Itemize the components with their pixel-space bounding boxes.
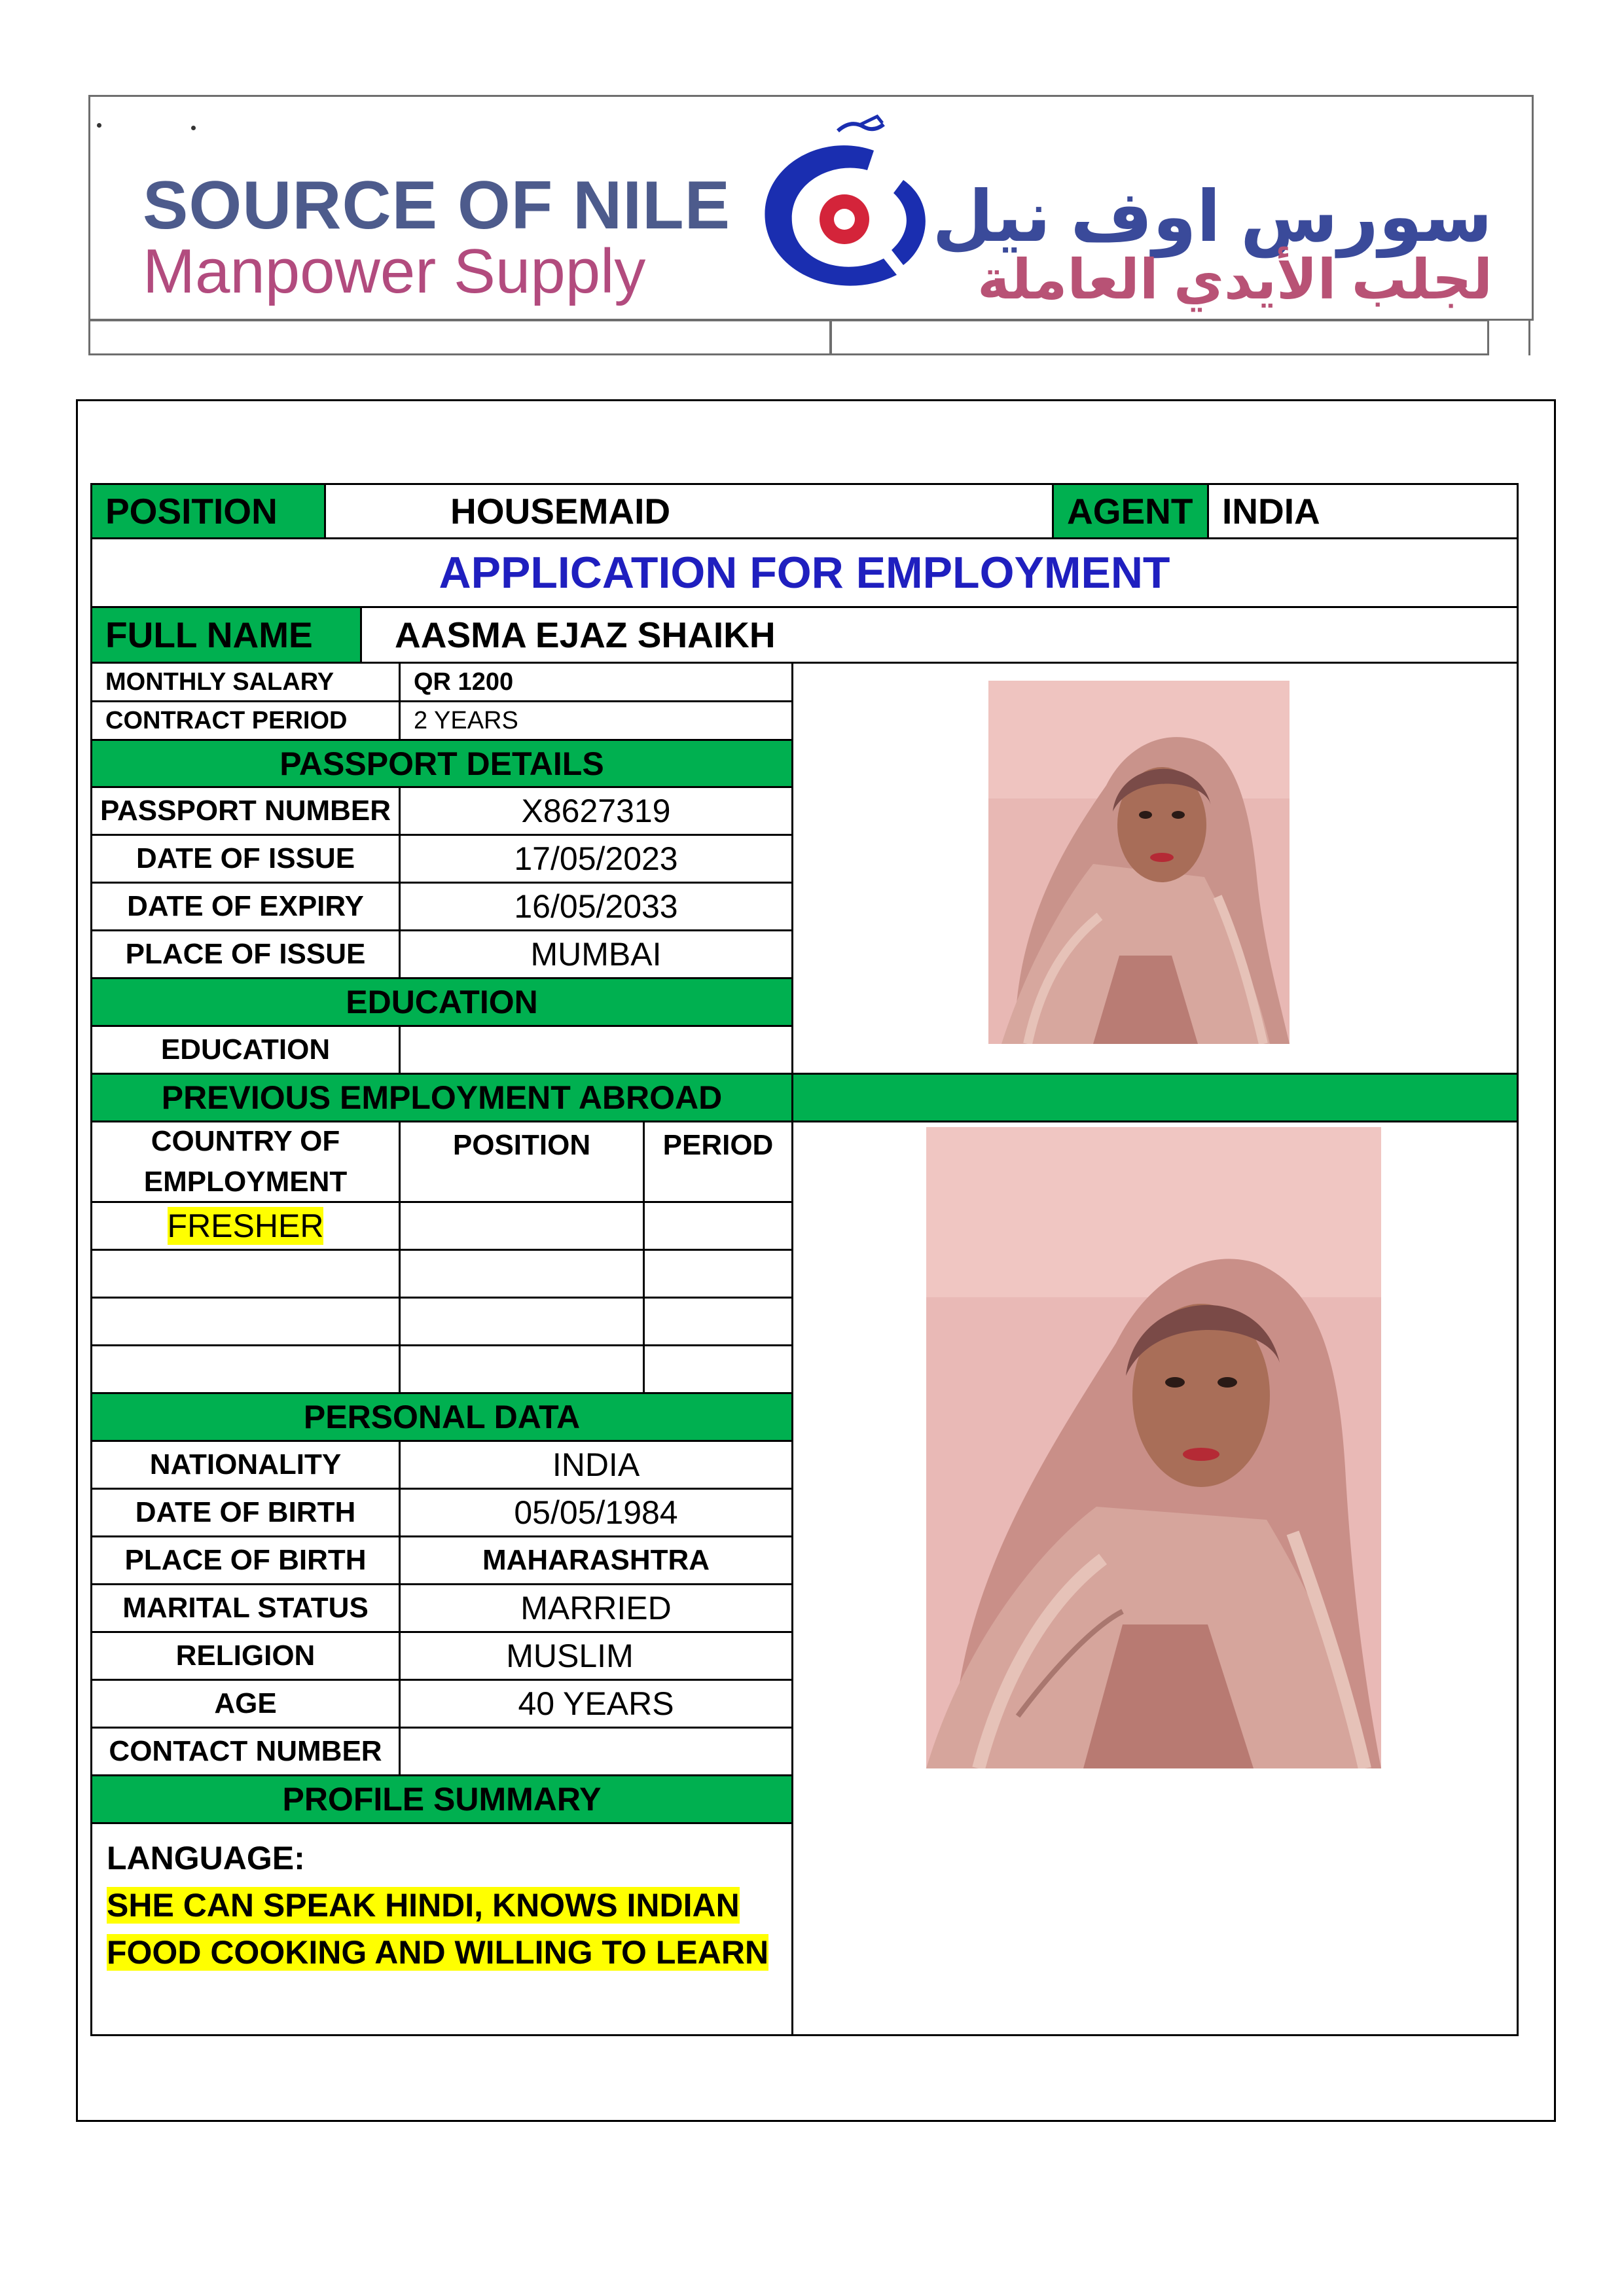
religion-label: RELIGION bbox=[90, 1631, 401, 1681]
employment-position-cell bbox=[399, 1344, 645, 1394]
place-of-birth-label: PLACE OF BIRTH bbox=[90, 1535, 401, 1585]
section-personal-data: PERSONAL DATA bbox=[90, 1392, 793, 1442]
employment-period-cell bbox=[643, 1297, 793, 1346]
company-name-ar: سورس اوف نيل bbox=[932, 177, 1492, 256]
agent-value: INDIA bbox=[1207, 483, 1519, 539]
letterhead-lower-right-box bbox=[830, 319, 1489, 355]
letterhead-lower-left-box bbox=[88, 319, 831, 355]
date-of-issue-label: DATE OF ISSUE bbox=[90, 834, 401, 884]
section-profile-summary: PROFILE SUMMARY bbox=[90, 1774, 793, 1824]
col-period: PERIOD bbox=[643, 1121, 793, 1203]
salary-value: QR 1200 bbox=[399, 662, 793, 702]
agent-label: AGENT bbox=[1052, 483, 1209, 539]
company-tagline-ar: لجلب الأيدي العاملة bbox=[977, 249, 1492, 310]
company-logo-icon bbox=[740, 105, 956, 308]
section-previous-employment: PREVIOUS EMPLOYMENT ABROAD bbox=[90, 1073, 793, 1122]
company-name-en: SOURCE OF NILE bbox=[143, 168, 731, 243]
applicant-photo-small bbox=[988, 681, 1290, 1044]
summary-line-1 bbox=[107, 1882, 740, 1929]
form-title: APPLICATION FOR EMPLOYMENT bbox=[90, 537, 1519, 608]
scan-speck bbox=[191, 126, 196, 130]
applicant-photo-large bbox=[926, 1127, 1381, 1768]
employment-period-cell bbox=[643, 1201, 793, 1251]
date-of-issue-value: 17/05/2023 bbox=[399, 834, 793, 884]
employment-position-cell bbox=[399, 1249, 645, 1299]
place-of-issue-value: MUMBAI bbox=[399, 929, 793, 979]
employment-country-cell bbox=[90, 1201, 401, 1251]
age-value: 40 YEARS bbox=[399, 1679, 793, 1729]
employment-country-cell bbox=[90, 1297, 401, 1346]
employment-period-cell bbox=[643, 1249, 793, 1299]
place-of-issue-label: PLACE OF ISSUE bbox=[90, 929, 401, 979]
section-education: EDUCATION bbox=[90, 977, 793, 1027]
position-label: POSITION bbox=[90, 483, 326, 539]
employment-country-cell bbox=[90, 1344, 401, 1394]
section-passport-details: PASSPORT DETAILS bbox=[90, 739, 793, 788]
nationality-value: INDIA bbox=[399, 1440, 793, 1490]
position-value: HOUSEMAID bbox=[324, 483, 1054, 539]
contract-period-value: 2 YEARS bbox=[399, 700, 793, 741]
summary-text-2: FOOD COOKING AND WILLING TO LEARN bbox=[107, 1934, 769, 1971]
contract-period-label: CONTRACT PERIOD bbox=[90, 700, 401, 741]
passport-number-label: PASSPORT NUMBER bbox=[90, 786, 401, 836]
letterhead-divider bbox=[1528, 319, 1530, 355]
employment-country-cell bbox=[90, 1249, 401, 1299]
marital-status-label: MARITAL STATUS bbox=[90, 1583, 401, 1633]
company-tagline-en: Manpower Supply bbox=[143, 236, 646, 306]
language-label: LANGUAGE: bbox=[107, 1840, 305, 1876]
profile-summary-box bbox=[90, 1822, 793, 2036]
employment-position-cell bbox=[399, 1201, 645, 1251]
education-value bbox=[399, 1025, 793, 1075]
salary-label: MONTHLY SALARY bbox=[90, 662, 401, 702]
employment-period-cell bbox=[643, 1344, 793, 1394]
scan-speck bbox=[97, 123, 101, 128]
full-name-value: AASMA EJAZ SHAIKH bbox=[360, 606, 1519, 664]
nationality-label: NATIONALITY bbox=[90, 1440, 401, 1490]
col-position: POSITION bbox=[399, 1121, 645, 1203]
place-of-birth-value: MAHARASHTRA bbox=[399, 1535, 793, 1585]
col-country-of-employment: COUNTRY OF EMPLOYMENT bbox=[90, 1121, 401, 1203]
education-label: EDUCATION bbox=[90, 1025, 401, 1075]
employment-country-value: FRESHER bbox=[167, 1208, 324, 1244]
employment-position-cell bbox=[399, 1297, 645, 1346]
marital-status-value: MARRIED bbox=[399, 1583, 793, 1633]
age-label: AGE bbox=[90, 1679, 401, 1729]
date-of-expiry-value: 16/05/2033 bbox=[399, 882, 793, 931]
date-of-birth-value: 05/05/1984 bbox=[399, 1488, 793, 1537]
contact-number-value bbox=[399, 1727, 793, 1776]
summary-text-1: SHE CAN SPEAK HINDI, KNOWS INDIAN bbox=[107, 1887, 740, 1924]
summary-line-2 bbox=[107, 1929, 768, 1976]
date-of-expiry-label: DATE OF EXPIRY bbox=[90, 882, 401, 931]
contact-number-label: CONTACT NUMBER bbox=[90, 1727, 401, 1776]
section-green-band-right bbox=[791, 1073, 1519, 1122]
passport-number-value: X8627319 bbox=[399, 786, 793, 836]
date-of-birth-label: DATE OF BIRTH bbox=[90, 1488, 401, 1537]
religion-value: MUSLIM bbox=[399, 1631, 793, 1681]
full-name-label: FULL NAME bbox=[90, 606, 362, 664]
